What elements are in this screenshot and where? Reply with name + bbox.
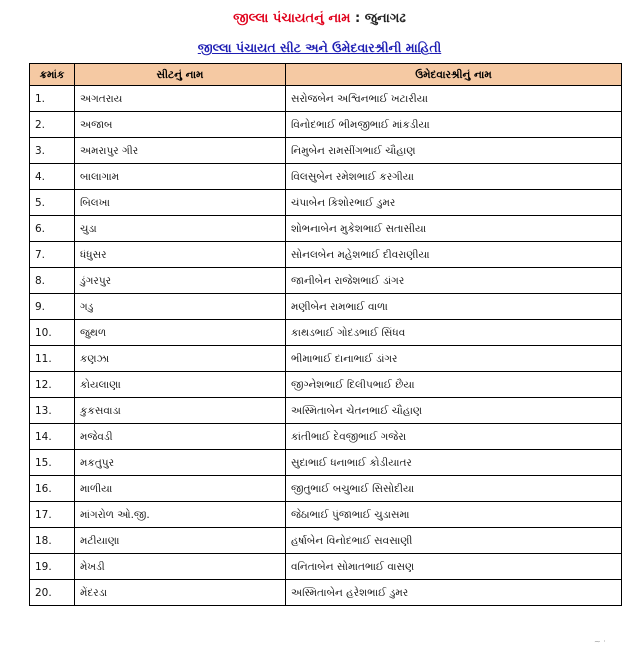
- column-header-seat-name: સીટનું નામ: [75, 64, 286, 86]
- candidate-name-cell: નિમુબેન રામસીંગભાઈ ચૌહાણ: [286, 138, 622, 164]
- seat-name-cell: કોયલાણા: [75, 372, 286, 398]
- table-row: [30, 450, 622, 476]
- seat-candidate-table: [29, 63, 622, 606]
- candidate-name-cell: કાંતીભાઈ દેવજીભાઈ ગજેરા: [286, 424, 622, 450]
- seat-name-cell: જુથળ: [75, 320, 286, 346]
- table-row: [30, 424, 622, 450]
- district-name: જુનાગઢ: [364, 11, 406, 26]
- serial-number-cell: 19.: [30, 554, 75, 580]
- serial-number-cell: 18.: [30, 528, 75, 554]
- serial-number-cell: 1.: [30, 86, 75, 112]
- serial-number-cell: 9.: [30, 294, 75, 320]
- table-row: [30, 502, 622, 528]
- seat-name-cell: મકતુપુર: [75, 450, 286, 476]
- page-header: [0, 10, 639, 28]
- district-panchayat-label: જીલ્લા પંચાયતનું નામ: [233, 11, 351, 26]
- table-row: [30, 216, 622, 242]
- seat-name-cell: અગતરાય: [75, 86, 286, 112]
- table-row: [30, 294, 622, 320]
- serial-number-cell: 12.: [30, 372, 75, 398]
- seat-name-cell: ધંધુસર: [75, 242, 286, 268]
- seat-name-cell: મેંદરડા: [75, 580, 286, 606]
- serial-number-cell: 17.: [30, 502, 75, 528]
- table-row: [30, 528, 622, 554]
- header-separator: :: [354, 11, 361, 26]
- serial-number-cell: 16.: [30, 476, 75, 502]
- serial-number-cell: 7.: [30, 242, 75, 268]
- seat-name-cell: અમરાપુર ગીર: [75, 138, 286, 164]
- serial-number-cell: 2.: [30, 112, 75, 138]
- serial-number-cell: 14.: [30, 424, 75, 450]
- seat-name-cell: ડુંગરપુર: [75, 268, 286, 294]
- candidate-name-cell: વનિતાબેન સોમાતભાઈ વાસણ: [286, 554, 622, 580]
- table-row: [30, 476, 622, 502]
- candidate-name-cell: કાથડભાઈ ગોદડભાઈ સિંધવ: [286, 320, 622, 346]
- serial-number-cell: 15.: [30, 450, 75, 476]
- table-row: [30, 268, 622, 294]
- table-row: [30, 242, 622, 268]
- page-corner-mark: ~ ·: [594, 637, 606, 646]
- column-header-serial: ક્રમાંક: [30, 64, 75, 86]
- table-row: [30, 164, 622, 190]
- candidate-name-cell: અસ્મિતાબેન હરેશભાઈ ડુમર: [286, 580, 622, 606]
- table-row: [30, 554, 622, 580]
- table-row: [30, 138, 622, 164]
- seat-name-cell: બાલાગામ: [75, 164, 286, 190]
- candidate-name-cell: સોનલબેન મહેશભાઈ દીવરાણીયા: [286, 242, 622, 268]
- serial-number-cell: 6.: [30, 216, 75, 242]
- seat-name-cell: ગડુ: [75, 294, 286, 320]
- table-row: [30, 320, 622, 346]
- table-row: [30, 398, 622, 424]
- seat-name-cell: કણઝા: [75, 346, 286, 372]
- table-body: [30, 86, 622, 606]
- candidate-name-cell: જેઠાભાઈ પુંજાભાઈ ચુડાસમા: [286, 502, 622, 528]
- serial-number-cell: 20.: [30, 580, 75, 606]
- candidate-name-cell: ચંપાબેન કિશોરભાઈ ડુમર: [286, 190, 622, 216]
- seat-name-cell: માંગરોળ ઓ.જી.: [75, 502, 286, 528]
- seat-name-cell: મટીયાણા: [75, 528, 286, 554]
- candidate-name-cell: શોભનાબેન મુકેશભાઈ સતાસીયા: [286, 216, 622, 242]
- column-header-candidate-name: ઉમેદવારશ્રીનું નામ: [286, 64, 622, 86]
- table-row: [30, 86, 622, 112]
- table-header-row: [30, 64, 622, 86]
- candidate-name-cell: મણીબેન રામભાઈ વાળા: [286, 294, 622, 320]
- serial-number-cell: 13.: [30, 398, 75, 424]
- serial-number-cell: 10.: [30, 320, 75, 346]
- candidate-name-cell: અસ્મિતાબેન ચેતનભાઈ ચૌહાણ: [286, 398, 622, 424]
- serial-number-cell: 5.: [30, 190, 75, 216]
- seat-name-cell: મજેવડી: [75, 424, 286, 450]
- seat-name-cell: કુકસવાડા: [75, 398, 286, 424]
- seat-name-cell: બિલખા: [75, 190, 286, 216]
- candidate-name-cell: સુદાભાઈ ધનાભાઈ કોડીયાતર: [286, 450, 622, 476]
- candidate-name-cell: જીતુભાઈ બચુભાઈ સિસોદીયા: [286, 476, 622, 502]
- page-subtitle: જીલ્લા પંચાયત સીટ અને ઉમેદવારશ્રીની માહિતી: [197, 40, 442, 55]
- serial-number-cell: 4.: [30, 164, 75, 190]
- seat-name-cell: મેખડી: [75, 554, 286, 580]
- table-row: [30, 580, 622, 606]
- table-row: [30, 190, 622, 216]
- table-row: [30, 346, 622, 372]
- table-row: [30, 112, 622, 138]
- serial-number-cell: 3.: [30, 138, 75, 164]
- candidate-name-cell: હર્ષાબેન વિનોદભાઈ સવસાણી: [286, 528, 622, 554]
- table-row: [30, 372, 622, 398]
- candidate-name-cell: જીગ્નેશભાઈ દિલીપભાઈ છૈયા: [286, 372, 622, 398]
- candidate-name-cell: વિલસુબેન રમેશભાઈ કરગીયા: [286, 164, 622, 190]
- serial-number-cell: 11.: [30, 346, 75, 372]
- seat-name-cell: ચુડા: [75, 216, 286, 242]
- candidate-name-cell: ભીમાભાઈ દાનાભાઈ ડાંગર: [286, 346, 622, 372]
- seat-name-cell: અજાબ: [75, 112, 286, 138]
- candidate-name-cell: સરોજબેન અશ્વિનભાઈ ખટારીયા: [286, 86, 622, 112]
- serial-number-cell: 8.: [30, 268, 75, 294]
- candidate-name-cell: જાનીબેન રાજેશભાઈ ડાંગર: [286, 268, 622, 294]
- seat-name-cell: માળીયા: [75, 476, 286, 502]
- candidate-name-cell: વિનોદભાઈ ભીમજીભાઈ માંકડીયા: [286, 112, 622, 138]
